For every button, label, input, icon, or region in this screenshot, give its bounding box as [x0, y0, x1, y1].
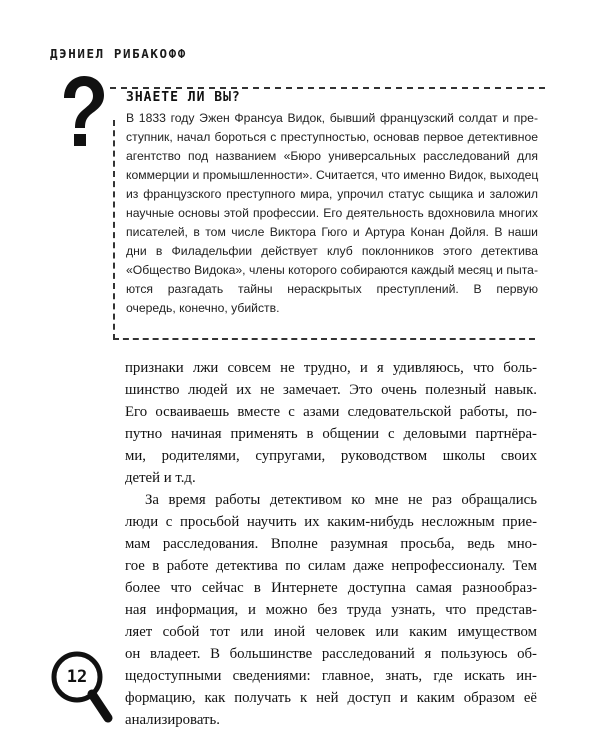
body-line: шинство людей их не замечает. Это очень полезный навык.: [125, 382, 537, 398]
sidebar-title: ЗНАЕТЕ ЛИ ВЫ?: [126, 90, 241, 105]
body-line: анализировать.: [125, 712, 220, 728]
sidebar-line: дни в Филадельфии действует клуб поклонников этого детектива: [126, 244, 538, 258]
body-line: щедоступными сведениями: главное, знать, где искать ин-: [125, 668, 537, 684]
body-line: более что сейчас в Интернете доступна самая разнообраз-: [125, 580, 537, 596]
body-line: За время работы детективом ко мне не раз обращались: [145, 492, 537, 508]
sidebar-line: агентство под названием «Бюро универсальных расследований для: [126, 149, 538, 163]
sidebar-line: коммерции и промышленности». Считается, что именно Видок, выходец: [126, 168, 539, 182]
sidebar-line: научные основы этой профессии. Его деятельность вдохновила многих: [126, 206, 538, 220]
body-line: ная информация, и можно без труда узнать, что представ-: [125, 602, 537, 618]
sidebar-line: из французского преступного мира, упрочил статус сыщика и заложил: [126, 187, 538, 201]
body-line: формацию, как получать к ней доступ и каким образом её: [125, 690, 537, 706]
body-line: ми, родителями, супругами, руководством школы своих: [125, 448, 537, 464]
sidebar-line: ступник, начал бороться с преступностью, основав первое детективное: [126, 130, 538, 144]
sidebar-line: ются разгадать тайны нераскрытых преступлений. В первую: [126, 282, 538, 296]
question-mark-icon: [54, 72, 110, 152]
body-line: гое в работе детектива по силам даже непрофессионалу. Тем: [125, 558, 537, 574]
body-line: мам расследования. Вполне разумная просьба, ведь мно-: [125, 536, 537, 552]
body-line: он владеет. В большинстве расследований я пользуюсь об-: [125, 646, 537, 662]
body-line: люди с просьбой научить их каким-нибудь несложным прие-: [125, 514, 537, 530]
sidebar-bottom-border: [113, 338, 535, 340]
body-line: детей и т.д.: [125, 470, 196, 486]
body-line: признаки лжи совсем не трудно, и я удивляюсь, что боль-: [125, 360, 537, 376]
sidebar-line: В 1833 году Эжен Франсуа Видок, бывший французский солдат и пре-: [126, 111, 538, 125]
sidebar-line: «Общество Видока», члены которого собираются каждый месяц и пыта-: [126, 263, 538, 277]
body-line: ляет собой тот или иной человек или каким имуществом: [125, 624, 537, 640]
body-line: Его осваиваешь вместе с азами следовательской работы, по-: [125, 404, 537, 420]
sidebar-line: писателей, в том числе Виктора Гюго и Артура Конан Дойля. В наши: [126, 225, 538, 239]
sidebar-left-border: [113, 120, 115, 340]
body-line: путно начиная применять в общении с деловыми партнёра-: [125, 426, 537, 442]
sidebar-line: очередь, конечно, убийств.: [126, 301, 280, 315]
running-head: ДЭНИЕЛ РИБАКОФФ: [50, 46, 187, 61]
page-number: 12: [66, 667, 88, 687]
